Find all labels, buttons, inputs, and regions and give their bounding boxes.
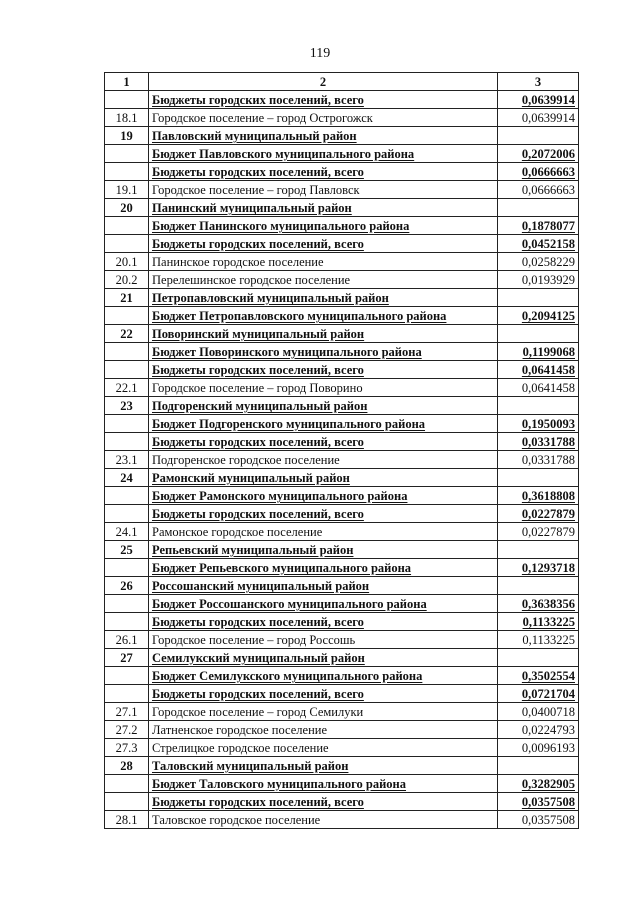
- row-number: [105, 235, 149, 253]
- table-row: [105, 235, 579, 253]
- row-value: 0,0666663: [498, 181, 579, 199]
- row-value: [498, 397, 579, 415]
- row-number: 27.2: [105, 721, 149, 739]
- row-value: 0,0331788: [498, 451, 579, 469]
- row-name: Панинское городское поселение: [149, 253, 498, 271]
- row-value: 0,0641458: [498, 379, 579, 397]
- row-name: Перелешинское городское поселение: [149, 271, 498, 289]
- row-value: [498, 469, 579, 487]
- table-row: [105, 811, 579, 829]
- row-number: [105, 595, 149, 613]
- row-number: 24.1: [105, 523, 149, 541]
- row-number: 26.1: [105, 631, 149, 649]
- row-number: 22: [105, 325, 149, 343]
- row-name: Панинский муниципальный район: [149, 199, 498, 217]
- table-header-row: [105, 73, 579, 91]
- row-value: [498, 127, 579, 145]
- row-name: Бюджет Репьевского муниципального района: [149, 559, 498, 577]
- table-row: [105, 523, 579, 541]
- row-name: Таловский муниципальный район: [149, 757, 498, 775]
- budget-table: [104, 72, 579, 829]
- table-row: [105, 613, 579, 631]
- row-number: [105, 217, 149, 235]
- table-row: [105, 325, 579, 343]
- row-number: 23.1: [105, 451, 149, 469]
- row-name: Городское поселение – город Семилуки: [149, 703, 498, 721]
- row-value: 0,3282905: [498, 775, 579, 793]
- row-number: [105, 559, 149, 577]
- row-name: Бюджеты городских поселений, всего: [149, 685, 498, 703]
- table-row: [105, 361, 579, 379]
- row-name: Бюджеты городских поселений, всего: [149, 163, 498, 181]
- row-name: Рамонский муниципальный район: [149, 469, 498, 487]
- row-number: [105, 307, 149, 325]
- table-row: [105, 397, 579, 415]
- row-name: Павловский муниципальный район: [149, 127, 498, 145]
- table-row: [105, 217, 579, 235]
- row-value: 0,0641458: [498, 361, 579, 379]
- row-name: Бюджет Павловского муниципального района: [149, 145, 498, 163]
- row-name: Бюджет Рамонского муниципального района: [149, 487, 498, 505]
- row-name: Бюджет Панинского муниципального района: [149, 217, 498, 235]
- row-number: [105, 433, 149, 451]
- row-value: 0,0639914: [498, 91, 579, 109]
- row-number: 27.1: [105, 703, 149, 721]
- table-row: [105, 127, 579, 145]
- table-row: [105, 199, 579, 217]
- table-body: [105, 91, 579, 829]
- table-row: [105, 145, 579, 163]
- row-number: 20: [105, 199, 149, 217]
- row-number: [105, 145, 149, 163]
- row-value: [498, 289, 579, 307]
- row-name: Россошанский муниципальный район: [149, 577, 498, 595]
- row-name: Бюджет Подгоренского муниципального района: [149, 415, 498, 433]
- row-number: 28: [105, 757, 149, 775]
- table-row: [105, 181, 579, 199]
- row-name: Подгоренское городское поселение: [149, 451, 498, 469]
- table-row: [105, 271, 579, 289]
- column-header-2: 2: [149, 73, 498, 91]
- table-row: [105, 343, 579, 361]
- table-row: [105, 109, 579, 127]
- row-number: 19: [105, 127, 149, 145]
- column-header-1: 1: [105, 73, 149, 91]
- table-row: [105, 253, 579, 271]
- row-value: 0,3638356: [498, 595, 579, 613]
- row-name: Рамонское городское поселение: [149, 523, 498, 541]
- table-row: [105, 775, 579, 793]
- row-number: 19.1: [105, 181, 149, 199]
- row-number: [105, 415, 149, 433]
- row-value: 0,0331788: [498, 433, 579, 451]
- row-value: 0,1878077: [498, 217, 579, 235]
- row-name: Бюджет Таловского муниципального района: [149, 775, 498, 793]
- row-name: Бюджет Петропавловского муниципального района: [149, 307, 498, 325]
- row-number: 27.3: [105, 739, 149, 757]
- row-number: [105, 361, 149, 379]
- row-value: 0,0639914: [498, 109, 579, 127]
- row-value: 0,0666663: [498, 163, 579, 181]
- row-value: 0,0193929: [498, 271, 579, 289]
- row-name: Петропавловский муниципальный район: [149, 289, 498, 307]
- row-value: 0,3502554: [498, 667, 579, 685]
- row-value: [498, 325, 579, 343]
- row-value: 0,1133225: [498, 631, 579, 649]
- row-value: 0,1133225: [498, 613, 579, 631]
- table-row: [105, 163, 579, 181]
- table-row: [105, 685, 579, 703]
- row-name: Таловское городское поселение: [149, 811, 498, 829]
- row-name: Бюджеты городских поселений, всего: [149, 235, 498, 253]
- row-value: 0,0357508: [498, 811, 579, 829]
- row-name: Поворинский муниципальный район: [149, 325, 498, 343]
- row-value: [498, 199, 579, 217]
- row-name: Латненское городское поселение: [149, 721, 498, 739]
- row-name: Семилукский муниципальный район: [149, 649, 498, 667]
- row-name: Стрелицкое городское поселение: [149, 739, 498, 757]
- row-name: Бюджеты городских поселений, всего: [149, 613, 498, 631]
- row-number: 27: [105, 649, 149, 667]
- table-row: [105, 721, 579, 739]
- row-number: 22.1: [105, 379, 149, 397]
- row-value: 0,1293718: [498, 559, 579, 577]
- row-number: 23: [105, 397, 149, 415]
- table-row: [105, 541, 579, 559]
- row-name: Подгоренский муниципальный район: [149, 397, 498, 415]
- row-number: [105, 667, 149, 685]
- row-number: [105, 505, 149, 523]
- row-value: 0,1199068: [498, 343, 579, 361]
- row-number: [105, 163, 149, 181]
- page-number: 119: [309, 46, 331, 61]
- table-row: [105, 757, 579, 775]
- row-name: Бюджеты городских поселений, всего: [149, 433, 498, 451]
- row-value: [498, 649, 579, 667]
- table-row: [105, 415, 579, 433]
- row-value: 0,2094125: [498, 307, 579, 325]
- table-row: [105, 451, 579, 469]
- row-value: 0,0227879: [498, 523, 579, 541]
- row-name: Городское поселение – город Острогожск: [149, 109, 498, 127]
- row-name: Репьевский муниципальный район: [149, 541, 498, 559]
- table-row: [105, 739, 579, 757]
- row-name: Бюджет Поворинского муниципального района: [149, 343, 498, 361]
- row-value: [498, 541, 579, 559]
- table-row: [105, 793, 579, 811]
- row-value: 0,0227879: [498, 505, 579, 523]
- row-number: 26: [105, 577, 149, 595]
- row-number: [105, 613, 149, 631]
- table-row: [105, 703, 579, 721]
- table-row: [105, 577, 579, 595]
- table-row: [105, 487, 579, 505]
- row-value: 0,0258229: [498, 253, 579, 271]
- table-row: [105, 505, 579, 523]
- row-value: 0,3618808: [498, 487, 579, 505]
- row-number: 24: [105, 469, 149, 487]
- row-number: [105, 91, 149, 109]
- column-header-3: 3: [498, 73, 579, 91]
- table-row: [105, 649, 579, 667]
- table-row: [105, 91, 579, 109]
- row-value: [498, 577, 579, 595]
- row-number: 20.1: [105, 253, 149, 271]
- table-row: [105, 307, 579, 325]
- row-number: [105, 775, 149, 793]
- table-row: [105, 595, 579, 613]
- table-row: [105, 631, 579, 649]
- row-name: Бюджеты городских поселений, всего: [149, 361, 498, 379]
- row-number: 25: [105, 541, 149, 559]
- table-row: [105, 559, 579, 577]
- row-name: Городское поселение – город Поворино: [149, 379, 498, 397]
- row-number: [105, 685, 149, 703]
- table-row: [105, 469, 579, 487]
- row-number: [105, 487, 149, 505]
- row-value: [498, 757, 579, 775]
- row-name: Городское поселение – город Россошь: [149, 631, 498, 649]
- row-value: 0,0400718: [498, 703, 579, 721]
- table-row: [105, 289, 579, 307]
- row-name: Бюджет Россошанского муниципального района: [149, 595, 498, 613]
- table-row: [105, 433, 579, 451]
- row-value: 0,0224793: [498, 721, 579, 739]
- row-number: 28.1: [105, 811, 149, 829]
- row-value: 0,2072006: [498, 145, 579, 163]
- row-value: 0,0721704: [498, 685, 579, 703]
- row-value: 0,0096193: [498, 739, 579, 757]
- row-name: Бюджеты городских поселений, всего: [149, 91, 498, 109]
- row-value: 0,1950093: [498, 415, 579, 433]
- row-number: 20.2: [105, 271, 149, 289]
- row-number: [105, 343, 149, 361]
- row-number: 21: [105, 289, 149, 307]
- row-value: 0,0452158: [498, 235, 579, 253]
- row-name: Городское поселение – город Павловск: [149, 181, 498, 199]
- table-row: [105, 667, 579, 685]
- row-number: 18.1: [105, 109, 149, 127]
- row-number: [105, 793, 149, 811]
- row-value: 0,0357508: [498, 793, 579, 811]
- row-name: Бюджеты городских поселений, всего: [149, 793, 498, 811]
- row-name: Бюджет Семилукского муниципального района: [149, 667, 498, 685]
- row-name: Бюджеты городских поселений, всего: [149, 505, 498, 523]
- table-row: [105, 379, 579, 397]
